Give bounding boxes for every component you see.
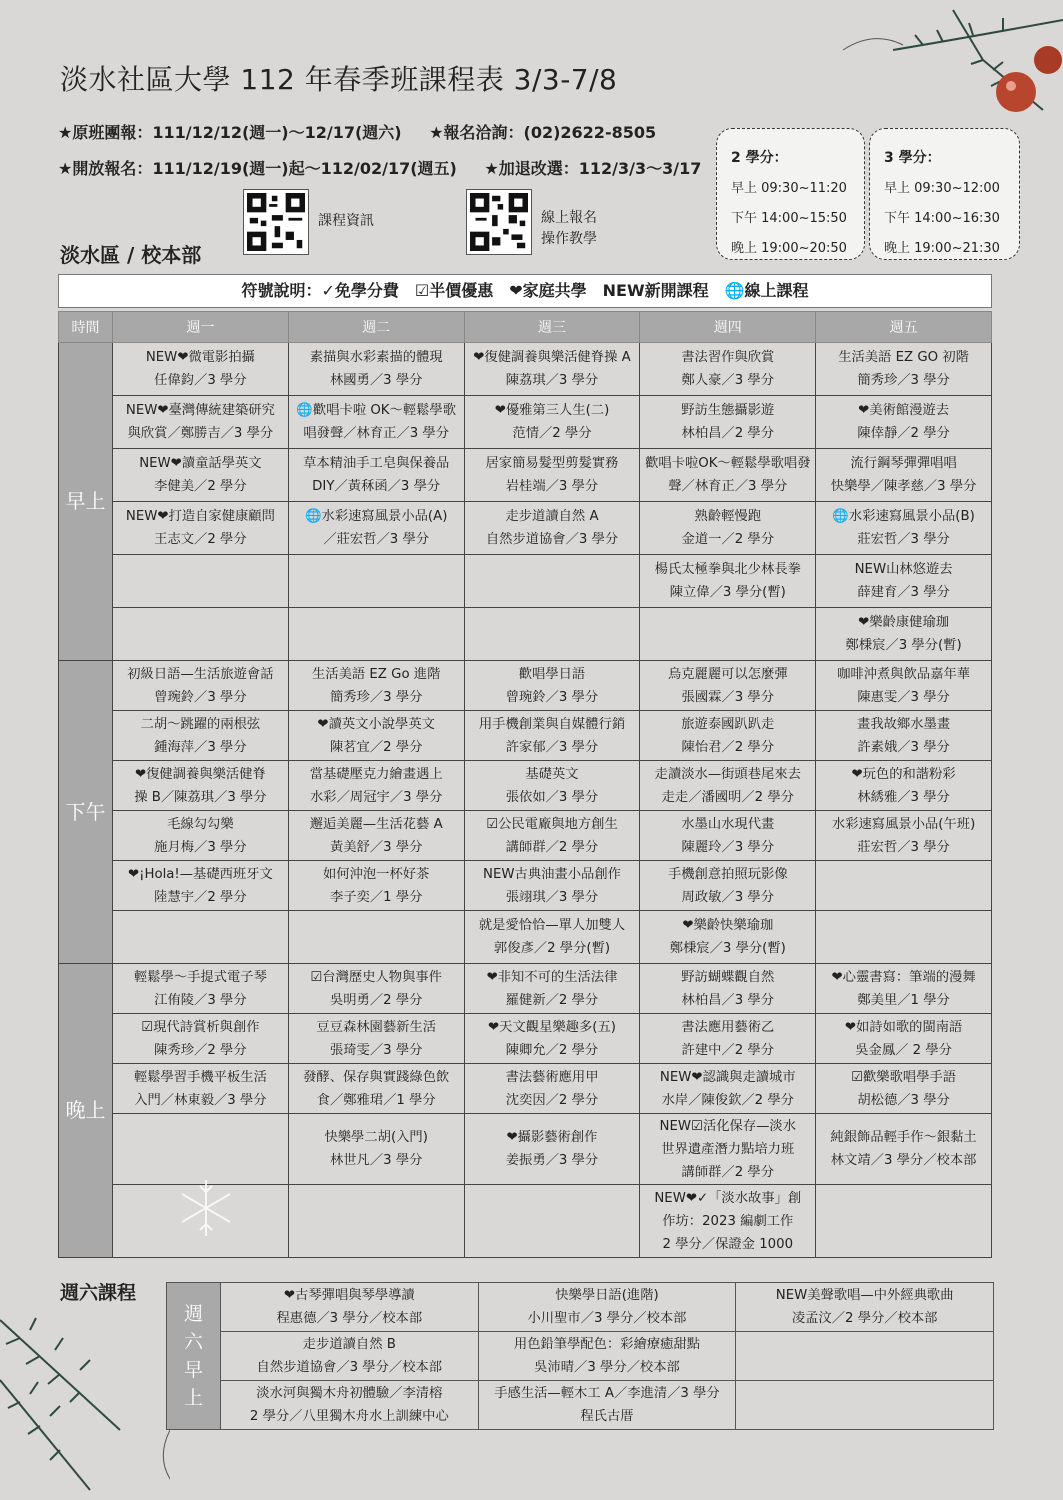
course-cell[interactable] xyxy=(113,396,289,449)
course-cell[interactable] xyxy=(640,1064,816,1114)
period-label-evening: 晚上 xyxy=(59,964,113,1258)
course-cell xyxy=(288,608,464,661)
course-line: 聲／林育正／3 學分 xyxy=(668,479,788,494)
course-line: 生活美語 EZ GO 初階 xyxy=(838,350,969,365)
course-line: 楊氏太極拳與北少林長拳 xyxy=(654,562,801,577)
course-line: 自然步道協會／3 學分／校本部 xyxy=(256,1360,443,1375)
course-line: NEW美聲歌唱—中外經典歌曲 xyxy=(775,1288,954,1303)
course-cell[interactable] xyxy=(640,555,816,608)
course-cell xyxy=(816,861,992,911)
course-cell[interactable] xyxy=(288,343,464,396)
course-cell xyxy=(816,1185,992,1258)
course-cell[interactable] xyxy=(640,861,816,911)
course-cell[interactable] xyxy=(640,343,816,396)
course-cell[interactable] xyxy=(113,761,289,811)
course-line: ❤優雅第三人生(二) xyxy=(494,403,610,418)
course-line: 水墨山水現代畫 xyxy=(681,816,775,832)
online-enroll-label: 線上報名 操作教學 xyxy=(541,210,597,247)
course-line: 陳惠雯／3 學分 xyxy=(857,689,950,705)
course-line: 流行鋼琴彈彈唱唱 xyxy=(850,456,957,471)
course-cell[interactable] xyxy=(113,711,289,761)
course-line: NEW❤打造自家健康顧問 xyxy=(125,509,275,524)
course-line: 2 學分／八里獨木舟水上訓練中心 xyxy=(249,1409,449,1424)
info-line-2 xyxy=(58,156,723,179)
course-line: ❤¡Hola!—基礎西班牙文 xyxy=(127,866,273,882)
course-line: 草本精油手工皂與保養品 xyxy=(303,456,450,471)
day-header-5: 週五 xyxy=(816,312,992,343)
course-cell[interactable] xyxy=(640,964,816,1014)
course-line: ☑現代詩賞析與創作 xyxy=(141,1019,260,1035)
info-line-1 xyxy=(58,120,678,143)
course-line: NEW古典油畫小品創作 xyxy=(483,866,621,882)
course-cell[interactable] xyxy=(464,343,640,396)
course-line: NEW❤微電影拍攝 xyxy=(145,350,255,365)
course-line: 張國霖／3 學分 xyxy=(681,689,775,705)
course-line: ☑歡樂歌唱學手語 xyxy=(851,1069,957,1085)
course-cell[interactable] xyxy=(288,964,464,1014)
course-line: 岩桂端／3 學分 xyxy=(505,479,599,494)
course-line: 吳沛晴／3 學分／校本部 xyxy=(534,1360,680,1375)
course-line: 程惠德／3 學分／校本部 xyxy=(276,1311,423,1326)
course-cell xyxy=(640,608,816,661)
course-line: 手機創意拍照玩影像 xyxy=(667,866,788,882)
course-line: ❤如詩如歌的閩南語 xyxy=(844,1019,963,1035)
course-cell[interactable] xyxy=(288,711,464,761)
course-line: 作坊：2023 編劇工作 xyxy=(662,1213,794,1229)
course-line: 發酵、保存與實踐綠色飲 xyxy=(303,1069,450,1085)
course-cell[interactable] xyxy=(288,1014,464,1064)
page-title: 淡水社區大學 112 年春季班課程表 3/3-7/8 xyxy=(60,63,618,96)
period-label-afternoon: 下午 xyxy=(59,661,113,964)
course-line: 書法習作與欣賞 xyxy=(681,350,775,365)
course-line: 書法藝術應用甲 xyxy=(505,1069,599,1085)
course-line: 走步道讀自然 A xyxy=(505,509,599,524)
course-line: 黃美舒／3 學分 xyxy=(329,839,423,855)
course-line: 輕鬆學～手提式電子琴 xyxy=(133,969,267,985)
district-heading: 淡水區 / 校本部 xyxy=(60,243,202,267)
course-cell xyxy=(736,1381,994,1430)
course-line: 唱發聲／林育正／3 學分 xyxy=(303,426,450,441)
course-line: 野訪蝴蝶觀自然 xyxy=(681,969,775,985)
course-line: 許建中／2 學分 xyxy=(681,1042,775,1058)
course-line: 林柏昌／2 學分 xyxy=(681,426,775,441)
course-cell[interactable] xyxy=(288,1114,464,1185)
course-cell[interactable] xyxy=(640,661,816,711)
course-cell[interactable] xyxy=(113,449,289,502)
course-line: NEW❤臺灣傳統建築研究 xyxy=(125,403,275,418)
course-line: ❤樂齡快樂瑜珈 xyxy=(682,918,774,933)
course-cell[interactable] xyxy=(464,1064,640,1114)
course-line: 王志文／2 學分 xyxy=(154,532,247,547)
course-line: 畫我故鄉水墨畫 xyxy=(857,716,951,732)
course-cell[interactable] xyxy=(221,1283,479,1332)
course-cell[interactable] xyxy=(816,761,992,811)
course-cell[interactable] xyxy=(816,608,992,661)
course-line: 胡松德／3 學分 xyxy=(857,1092,950,1108)
course-cell[interactable] xyxy=(113,502,289,555)
course-line: 🌐歡唱卡啦 OK～輕鬆學歌 xyxy=(296,403,457,418)
online-enroll-qr-code[interactable] xyxy=(466,189,532,255)
course-cell[interactable] xyxy=(464,761,640,811)
course-cell[interactable] xyxy=(288,396,464,449)
course-line: 快樂學二胡(入門) xyxy=(324,1130,428,1145)
course-cell[interactable] xyxy=(464,711,640,761)
course-line: 用手機創業與自媒體行銷 xyxy=(478,716,626,732)
course-cell[interactable] xyxy=(640,449,816,502)
course-line: 講師群／2 學分 xyxy=(681,1164,775,1180)
course-line: 水岸／陳俊欽／2 學分 xyxy=(661,1092,794,1108)
course-cell[interactable] xyxy=(816,811,992,861)
course-cell[interactable] xyxy=(816,1064,992,1114)
course-line: 素描與水彩素描的體現 xyxy=(309,350,443,365)
period-label-morning: 早上 xyxy=(59,343,113,661)
course-line: ❤讀英文小說學英文 xyxy=(317,716,435,732)
course-line: 莊宏哲／3 學分 xyxy=(857,532,950,547)
course-line: ❤復健調養與樂活健脊操 A xyxy=(473,350,631,365)
credit-2-time-box: 2 學分： 早上 09:30~11:20 下午 14:00~15:50 晚上 19:00~20:50 xyxy=(716,128,865,260)
course-line: ❤非知不可的生活法律 xyxy=(486,969,618,985)
course-line: 水彩／周冠宇／3 學分 xyxy=(310,789,443,805)
group-enroll-info: ★原班團報：111/12/12(週一)～12/17(週六) xyxy=(58,123,402,142)
course-line: 生活美語 EZ Go 進階 xyxy=(311,666,441,682)
course-line: 陸慧宇／2 學分 xyxy=(154,889,247,905)
course-line: 周政敏／3 學分 xyxy=(681,889,775,905)
course-line: ❤心靈書寫：筆端的漫舞 xyxy=(831,969,976,985)
course-line: 范情／2 學分 xyxy=(512,426,592,441)
course-cell[interactable] xyxy=(478,1283,736,1332)
course-line: 江侑陵／3 學分 xyxy=(154,992,247,1008)
course-cell xyxy=(816,911,992,964)
course-cell[interactable] xyxy=(464,449,640,502)
course-cell[interactable] xyxy=(478,1332,736,1381)
day-header-3: 週三 xyxy=(464,312,640,343)
course-line: 沈奕因／2 學分 xyxy=(505,1092,599,1108)
course-line: 陳卿允／2 學分 xyxy=(505,1042,599,1058)
course-line: 薛建育／3 學分 xyxy=(857,585,950,600)
course-line: 鄭美里／1 學分 xyxy=(857,992,950,1008)
course-cell[interactable] xyxy=(464,964,640,1014)
day-header-2: 週二 xyxy=(288,312,464,343)
period-label-saturday: 週六 早上 xyxy=(167,1283,221,1430)
weekday-schedule-table xyxy=(58,311,992,1258)
course-line: 烏克麗麗可以怎麼彈 xyxy=(667,666,788,682)
course-line: 世界遺產潛力點培力班 xyxy=(661,1141,795,1157)
course-line: 任偉鈞／3 學分 xyxy=(154,373,247,388)
course-cell[interactable] xyxy=(464,396,640,449)
course-line: ❤玩色的和諧粉彩 xyxy=(851,766,956,782)
course-line: 輕鬆學習手機平板生活 xyxy=(133,1069,267,1085)
course-line: 施月梅／3 學分 xyxy=(154,839,247,855)
course-line: ❤古琴彈唱與琴學導讀 xyxy=(283,1288,415,1303)
course-cell xyxy=(288,1185,464,1258)
course-cell[interactable] xyxy=(464,502,640,555)
course-line: 快樂學／陳孝慈／3 學分 xyxy=(830,479,977,494)
course-line: 基礎英文 xyxy=(525,766,579,782)
course-cell[interactable] xyxy=(640,1114,816,1185)
course-line: 小川聖市／3 學分／校本部 xyxy=(527,1311,687,1326)
symbol-legend: 符號說明：✓免學分費 ☑半價優惠 ❤家庭共學 NEW新開課程 🌐線上課程 xyxy=(58,274,992,308)
course-line: 🌐水彩速寫風景小品(A) xyxy=(304,509,448,524)
course-line: 陳荔琪／3 學分 xyxy=(505,373,599,388)
course-line: 🌐水彩速寫風景小品(B) xyxy=(832,509,975,524)
course-line: 鄭棅宸／3 學分(暫) xyxy=(845,638,962,653)
course-line: 當基礎壓克力繪畫遇上 xyxy=(309,766,443,782)
course-line: 陳倖靜／2 學分 xyxy=(857,426,950,441)
course-cell[interactable] xyxy=(816,1114,992,1185)
course-line: DIY／黃秝函／3 學分 xyxy=(312,479,441,494)
course-cell xyxy=(464,608,640,661)
course-cell[interactable] xyxy=(640,1014,816,1064)
course-cell[interactable] xyxy=(478,1381,736,1430)
course-line: 程氏古厝 xyxy=(580,1409,634,1424)
course-cell[interactable] xyxy=(816,449,992,502)
credit-3-time-box: 3 學分： 早上 09:30~12:00 下午 14:00~16:30 晚上 19:00~21:30 xyxy=(869,128,1020,260)
course-cell[interactable] xyxy=(464,1014,640,1064)
course-line: 走讀淡水—街頭巷尾來去 xyxy=(654,766,801,782)
course-cell[interactable] xyxy=(640,1185,816,1258)
course-line: 張琦雯／3 學分 xyxy=(329,1042,423,1058)
course-cell[interactable] xyxy=(113,861,289,911)
course-cell xyxy=(464,1185,640,1258)
course-line: 走步道讀自然 B xyxy=(302,1337,396,1352)
course-cell[interactable] xyxy=(113,343,289,396)
course-line: 快樂學日語(進階) xyxy=(555,1288,659,1303)
course-line: 許家郁／3 學分 xyxy=(505,739,599,755)
course-line: 曾琬鈴／3 學分 xyxy=(505,689,599,705)
course-line: 野訪生態攝影遊 xyxy=(681,403,775,418)
course-cell[interactable] xyxy=(288,1064,464,1114)
course-line: 旅遊泰國趴趴走 xyxy=(681,716,775,732)
course-line: 熟齡輕慢跑 xyxy=(694,509,762,524)
course-cell[interactable] xyxy=(464,661,640,711)
course-cell[interactable] xyxy=(640,911,816,964)
course-line: 莊宏哲／3 學分 xyxy=(857,839,950,855)
saturday-courses-title: 週六課程 xyxy=(60,1282,137,1304)
course-cell[interactable] xyxy=(816,711,992,761)
snowflake-decoration xyxy=(176,1178,236,1238)
course-line: 操 B／陳荔琪／3 學分 xyxy=(134,789,267,805)
course-line: 吳明勇／2 學分 xyxy=(329,992,423,1008)
course-cell[interactable] xyxy=(816,1014,992,1064)
course-info-qr-code[interactable] xyxy=(243,189,309,255)
open-enroll-info: ★開放報名：111/12/19(週一)起～112/02/17(週五) xyxy=(58,159,457,178)
day-header-4: 週四 xyxy=(640,312,816,343)
course-line: 凌孟汶／2 學分／校本部 xyxy=(791,1311,938,1326)
course-cell[interactable] xyxy=(221,1381,479,1430)
course-line: 走走／潘國明／2 學分 xyxy=(661,789,794,805)
course-cell[interactable] xyxy=(640,811,816,861)
course-line: ／莊宏哲／3 學分 xyxy=(323,532,430,547)
course-line: 陳茗宜／2 學分 xyxy=(329,739,423,755)
enroll-contact-info: ★報名洽詢：(02)2622-8505 xyxy=(429,123,657,142)
course-line: 李健美／2 學分 xyxy=(154,479,247,494)
course-line: 入門／林東毅／3 學分 xyxy=(134,1092,267,1108)
course-line: ☑公民電廠與地方創生 xyxy=(486,816,618,832)
course-line: 林柏昌／3 學分 xyxy=(681,992,775,1008)
course-line: 簡秀珍／3 學分 xyxy=(857,373,950,388)
course-line: 鍾海萍／3 學分 xyxy=(154,739,247,755)
course-cell[interactable] xyxy=(816,964,992,1014)
course-line: 淡水河與獨木舟初體驗／李清榕 xyxy=(256,1386,443,1401)
course-line: 歡唱卡啦OK～輕鬆學歌唱發 xyxy=(645,456,811,471)
course-cell[interactable] xyxy=(816,343,992,396)
course-line: 居家簡易髮型剪髮實務 xyxy=(485,456,619,471)
course-line: 如何沖泡一杯好茶 xyxy=(323,866,430,882)
course-cell[interactable] xyxy=(816,555,992,608)
course-line: 簡秀珍／3 學分 xyxy=(329,689,423,705)
course-line: 林綉雅／3 學分 xyxy=(857,789,950,805)
course-cell xyxy=(113,1114,289,1185)
course-line: ❤復健調養與樂活健脊 xyxy=(134,766,266,782)
course-cell[interactable] xyxy=(288,449,464,502)
course-line: 自然步道協會／3 學分 xyxy=(485,532,619,547)
course-line: 林文靖／3 學分／校本部 xyxy=(830,1153,977,1168)
course-line: 姜振勇／3 學分 xyxy=(505,1153,599,1168)
course-line: NEW❤✓「淡水故事」創 xyxy=(654,1190,802,1206)
course-line: 陳麗玲／3 學分 xyxy=(681,839,775,855)
course-cell[interactable] xyxy=(816,661,992,711)
course-line: 許素娥／3 學分 xyxy=(857,739,950,755)
saturday-schedule-table xyxy=(166,1282,994,1430)
course-line: 講師群／2 學分 xyxy=(505,839,599,855)
course-cell xyxy=(113,608,289,661)
course-line: 毛線勾勾樂 xyxy=(167,816,234,832)
course-line: 邂逅美麗—生活花藝 A xyxy=(309,816,443,832)
course-cell[interactable] xyxy=(113,964,289,1014)
course-line: 金道一／2 學分 xyxy=(681,532,775,547)
course-cell[interactable] xyxy=(221,1332,479,1381)
course-info-label: 課程資訊 xyxy=(318,213,374,229)
course-line: 水彩速寫風景小品(午班) xyxy=(831,816,976,832)
course-line: ❤天文觀星樂趣多(五) xyxy=(488,1019,616,1035)
course-cell[interactable] xyxy=(113,1064,289,1114)
course-line: 鄭人豪／3 學分 xyxy=(681,373,775,388)
course-line: 李子奕／1 學分 xyxy=(329,889,423,905)
course-cell[interactable] xyxy=(288,661,464,711)
course-line: 曾琬鈴／3 學分 xyxy=(154,689,247,705)
course-cell xyxy=(113,555,289,608)
day-header-1: 週一 xyxy=(113,312,289,343)
course-cell[interactable] xyxy=(640,396,816,449)
course-cell[interactable] xyxy=(640,502,816,555)
pine-ornament-decoration xyxy=(833,0,1063,120)
course-line: 手感生活—輕木工 A／李進清／3 學分 xyxy=(494,1386,720,1401)
course-line: 用色鉛筆學配色：彩繪療癒甜點 xyxy=(513,1337,701,1352)
course-cell[interactable] xyxy=(288,861,464,911)
course-line: 咖啡沖煮與飲品嘉年華 xyxy=(837,666,971,682)
course-cell[interactable] xyxy=(113,661,289,711)
course-line: NEW❤認識與走讀城市 xyxy=(659,1069,796,1085)
course-line: 陳秀珍／2 學分 xyxy=(154,1042,247,1058)
course-line: 歡唱學日語 xyxy=(518,666,586,682)
course-cell[interactable] xyxy=(288,761,464,811)
course-line: 二胡～跳躍的兩根弦 xyxy=(140,716,261,732)
time-column-header: 時間 xyxy=(59,312,113,343)
course-line: NEW☑活化保存—淡水 xyxy=(659,1118,797,1134)
course-line: 食／鄭雅珺／1 學分 xyxy=(316,1092,436,1108)
course-line: 書法應用藝術乙 xyxy=(681,1019,775,1035)
course-line: ❤攝影藝術創作 xyxy=(506,1130,598,1145)
course-cell[interactable] xyxy=(816,396,992,449)
course-cell[interactable] xyxy=(464,861,640,911)
course-line: ☑台灣歷史人物與事件 xyxy=(310,969,442,985)
course-cell[interactable] xyxy=(464,911,640,964)
add-drop-info: ★加退改選：112/3/3～3/17 xyxy=(484,159,702,178)
course-cell[interactable] xyxy=(288,502,464,555)
course-line: 2 學分／保證金 1000 xyxy=(662,1236,794,1252)
course-cell[interactable] xyxy=(113,1014,289,1064)
course-line: 初級日語—生活旅遊會話 xyxy=(127,666,274,682)
course-line: 陳怡君／2 學分 xyxy=(681,739,775,755)
course-cell[interactable] xyxy=(816,502,992,555)
course-line: 吳金鳳／ 2 學分 xyxy=(855,1042,952,1058)
course-line: 張翊琪／3 學分 xyxy=(505,889,599,905)
course-cell xyxy=(113,911,289,964)
course-line: NEW❤讀童話學英文 xyxy=(139,456,262,471)
course-cell xyxy=(288,911,464,964)
course-line: ❤樂齡康健瑜珈 xyxy=(858,615,950,630)
course-cell[interactable] xyxy=(288,811,464,861)
course-cell xyxy=(288,555,464,608)
course-line: 羅健新／2 學分 xyxy=(505,992,599,1008)
course-line: NEW山林悠遊去 xyxy=(854,562,953,577)
course-line: ❤美術館漫遊去 xyxy=(858,403,950,418)
course-line: 鄭棅宸／3 學分(暫) xyxy=(669,941,786,956)
course-cell[interactable] xyxy=(464,811,640,861)
course-line: 張依如／3 學分 xyxy=(505,789,599,805)
course-cell[interactable] xyxy=(464,1114,640,1185)
pine-branch-decoration xyxy=(0,1290,170,1500)
course-line: 就是愛恰恰—單人加雙人 xyxy=(478,918,626,933)
course-cell[interactable] xyxy=(640,711,816,761)
course-line: 豆豆森林園藝新生活 xyxy=(316,1019,437,1035)
course-cell xyxy=(464,555,640,608)
course-cell[interactable] xyxy=(113,811,289,861)
course-cell[interactable] xyxy=(640,761,816,811)
course-line: 純銀飾品輕手作～銀黏土 xyxy=(830,1130,977,1145)
course-line: 郭俊彥／2 學分(暫) xyxy=(493,941,611,956)
course-cell xyxy=(736,1332,994,1381)
course-line: 陳立偉／3 學分(暫) xyxy=(669,585,786,600)
course-line: 與欣賞／鄭勝吉／3 學分 xyxy=(127,426,274,441)
course-line: 林世凡／3 學分 xyxy=(329,1153,423,1168)
course-cell[interactable] xyxy=(736,1283,994,1332)
course-line: 林國勇／3 學分 xyxy=(329,373,423,388)
